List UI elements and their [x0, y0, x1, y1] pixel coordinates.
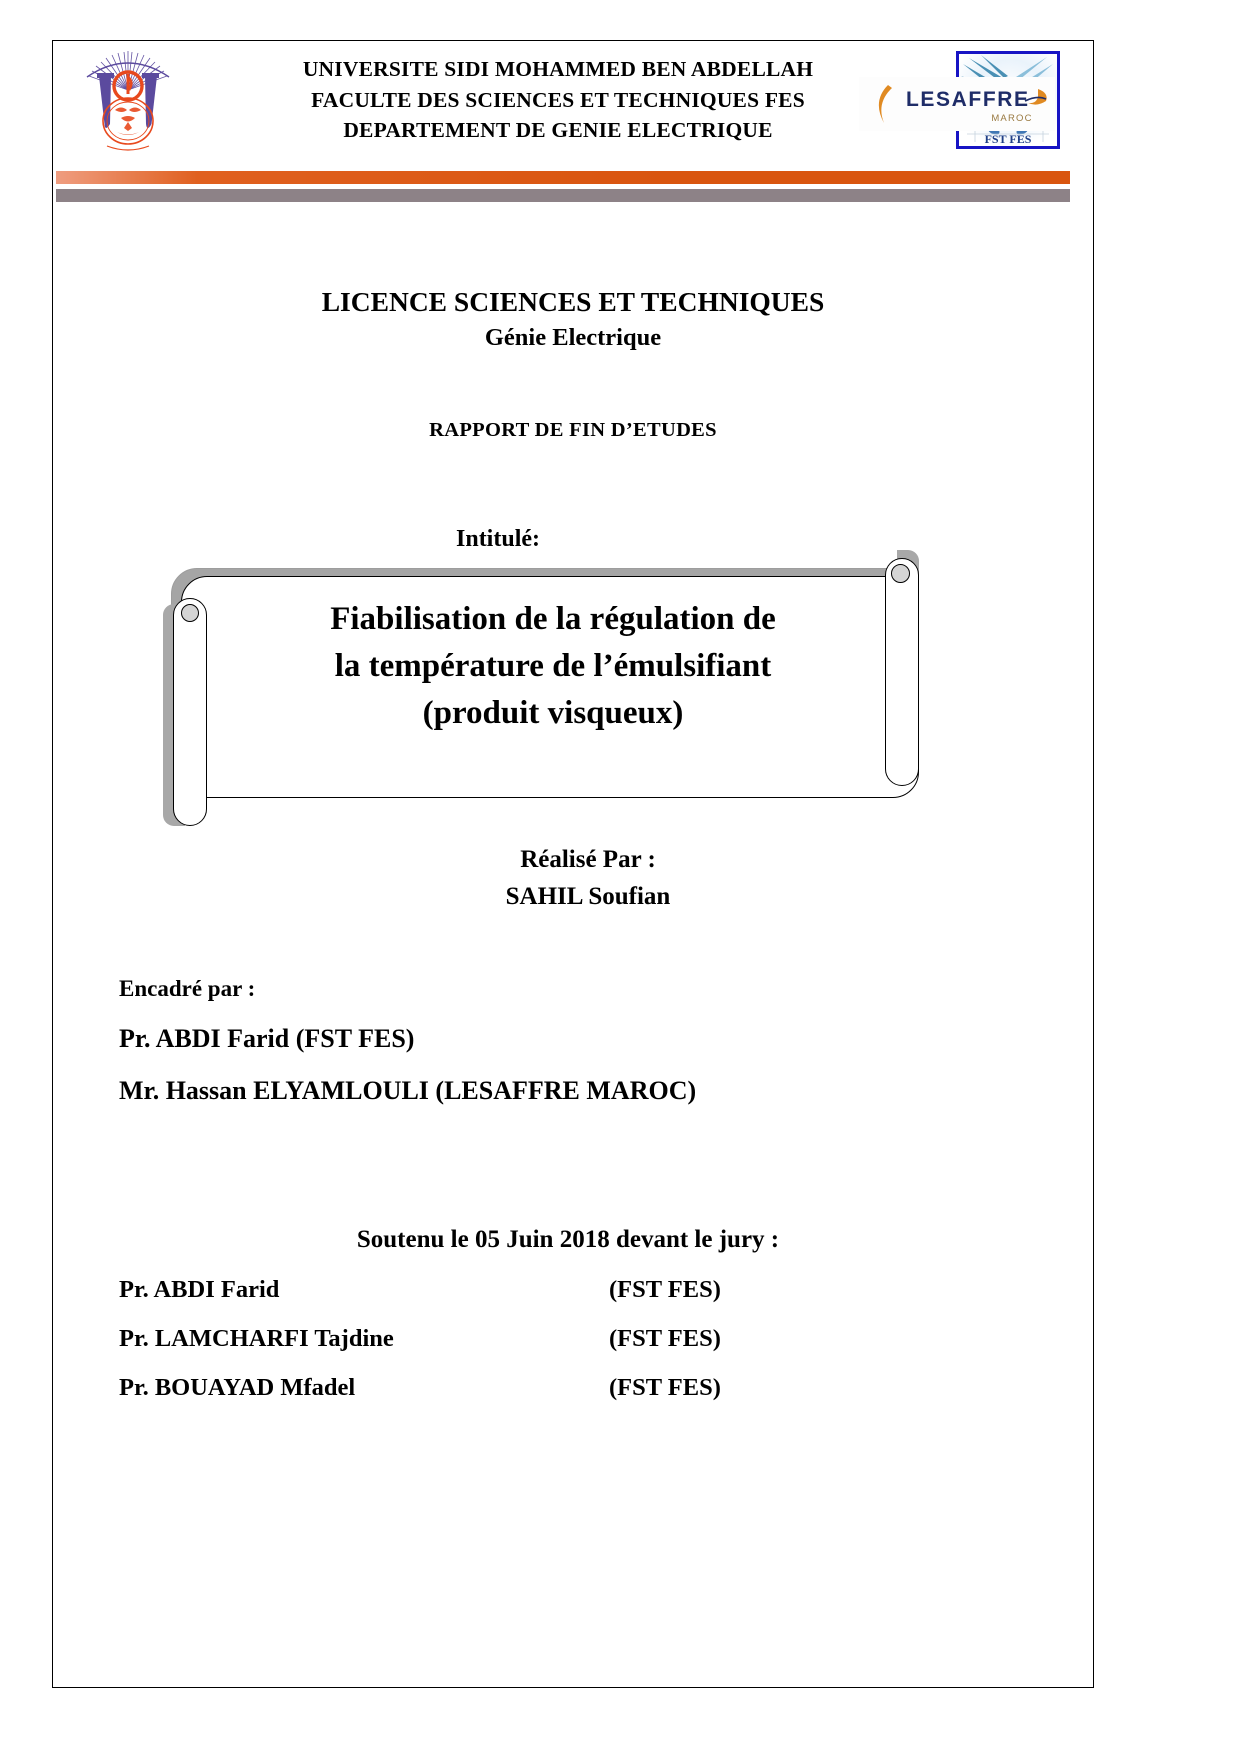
institution-title	[203, 54, 923, 146]
author-block	[53, 841, 1093, 915]
project-title-line-2: la température de l’émulsifiant	[334, 647, 772, 684]
diploma-line-2: Génie Electrique	[484, 323, 662, 351]
jury-member-affiliation: (FST FES)	[609, 1276, 721, 1303]
jury-member-name: Pr. BOUAYAD Mfadel	[119, 1374, 356, 1401]
project-title-line-3: (produit visqueux)	[422, 694, 684, 731]
supervisor-entry-1: Pr. ABDI Farid (FST FES)	[119, 1024, 415, 1053]
defense-heading: Soutenu le 05 Juin 2018 devant le jury :	[356, 1226, 780, 1253]
fst-fes-logo-text: FST FES	[984, 132, 1032, 146]
supervisors-block	[119, 976, 939, 1128]
author-name: SAHIL Soufian	[505, 883, 671, 910]
supervisors-label: Encadré par :	[119, 976, 256, 1001]
scroll-right-roll-cap	[891, 564, 910, 583]
title-scroll-banner	[159, 558, 949, 818]
jury-member-name: Pr. ABDI Farid	[119, 1276, 280, 1303]
diploma-line-1: LICENCE SCIENCES ET TECHNIQUES	[321, 286, 825, 317]
grey-divider-bar	[56, 189, 1070, 202]
title-label: Intitulé:	[456, 526, 540, 552]
jury-member-name: Pr. LAMCHARFI Tajdine	[119, 1325, 394, 1352]
jury-table	[119, 1276, 849, 1423]
document-page	[52, 40, 1094, 1688]
jury-member-affiliation: (FST FES)	[609, 1325, 721, 1352]
supervisor-entry-2: Mr. Hassan ELYAMLOULI (LESAFFRE MAROC)	[119, 1076, 697, 1105]
university-seal-logo-container	[53, 46, 203, 154]
diploma-title	[53, 283, 1093, 355]
scroll-left-roll	[173, 598, 207, 826]
scroll-left-roll-cap	[181, 604, 199, 622]
lesaffre-maroc-logo	[859, 77, 1055, 131]
author-label: Réalisé Par :	[520, 846, 656, 873]
report-type-label: RAPPORT DE FIN D’ETUDES	[429, 419, 717, 441]
jury-member-affiliation: (FST FES)	[609, 1374, 721, 1401]
institution-line-3: DEPARTEMENT DE GENIE ELECTRIQUE	[343, 118, 773, 143]
orange-divider-bar	[56, 171, 1070, 184]
jury-row	[119, 1325, 849, 1353]
project-title	[219, 596, 887, 737]
university-seal-logo	[77, 46, 179, 154]
lesaffre-logo-text: LESAFFRE	[906, 88, 1030, 111]
scroll-right-roll	[885, 558, 919, 786]
project-title-line-1: Fiabilisation de la régulation de	[330, 601, 776, 637]
jury-row	[119, 1374, 849, 1402]
institution-line-2: FACULTE DES SCIENCES ET TECHNIQUES FES	[311, 87, 805, 112]
lesaffre-logo-subtitle: MAROC	[991, 113, 1033, 124]
jury-row	[119, 1276, 849, 1304]
institution-line-1: UNIVERSITE SIDI MOHAMMED BEN ABDELLAH	[302, 57, 814, 82]
